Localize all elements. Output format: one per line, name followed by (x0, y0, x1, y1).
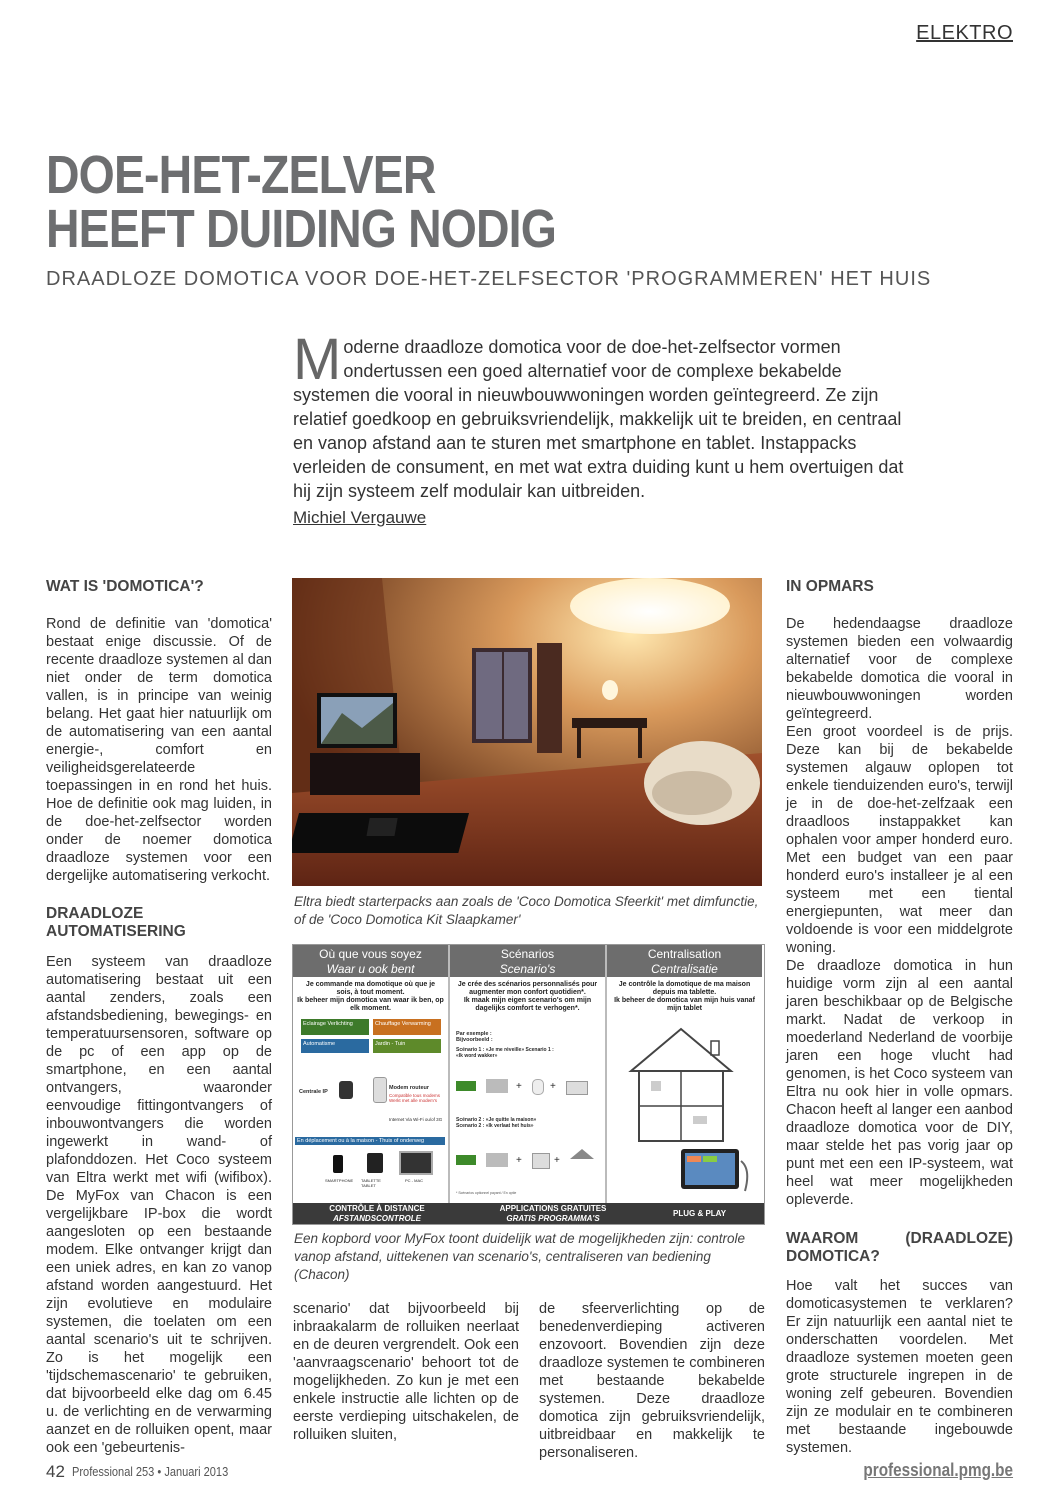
title-line-1: DOE-HET-ZELVER (46, 145, 436, 205)
column-header (293, 945, 448, 977)
magazine-issue: Professional 253 • Januari 2013 (72, 1464, 229, 1479)
scenario-1-label: Scénario 1 : «Je me réveille» Scenario 1 : «Ik word wakker» (456, 1047, 554, 1059)
pc-icon (399, 1151, 433, 1175)
modem-icon (373, 1077, 387, 1103)
heading-wat-is-domotica: WAT IS 'DOMOTICA'? (46, 578, 204, 595)
infographic-footer-bar (293, 1203, 764, 1224)
tile-garden: Jardin - Tuin (373, 1039, 441, 1053)
intro-fr: Je commande ma domotique où que je sois, à tout moment. (305, 981, 436, 996)
heading-in-opmars: IN OPMARS (786, 578, 874, 595)
house-tablet-illustration (621, 1021, 751, 1201)
label-fr: APPLICATIONS GRATUITES (499, 1204, 607, 1213)
label-fr: CONTRÔLE À DISTANCE (329, 1204, 425, 1213)
shutter-icon (486, 1079, 508, 1093)
example-label: Par exemple : Bijvoorbeeld : (456, 1031, 493, 1043)
infographic-column-scenarios (450, 945, 607, 1205)
paragraph: Een groot voordeel is de prijs. Deze kan bij de bekabelde systemen algauw oplopen tot enkele tienduizenden euro's, terwijl je in de doe-het-zelfzaak een draadloos instappakket kan ophalen voor amper honderd euro. Met een budget van een paar honderd euro's installeer je al een systeem met een tiental energiepunten, wat meer dan voldoende is voor een middelgrote woning. (786, 724, 1013, 956)
free-apps-label (483, 1204, 623, 1224)
function-grid (301, 1019, 441, 1053)
paragraph: Een systeem van draadloze automatisering bestaat uit een aantal zenders, zoals een afstandsbediening, bewegings- en temperatuursensoren, software op de pc of een app op de smartphone, en een aantal ontvangers, waaronder eenvoudige fittingontvangers of inbouwontvangers die worden ingewerkt in wand- of plafonddozen. Het Coco systeem van Eltra werkt met wifi (wifibox). De MyFox van Chacon is een vergelijkbare IP-box die wordt aangesloten op een bestaande modem. Elke ontvanger krijgt dan een uniek adres, en kan zo vanop afstand worden aangestuurd. Het zijn evolutieve en modulaire systemen, die toelaten om een aantal scenario's uit te schrijven. Zo is het mogelijk een 'tijdschemascenario' te gebruiken, dat bijvoorbeeld elke dag om 6.45 u. de verlichting en de verwarming aanzet en de rolluiken opent, maar ook een 'gebeurtenis- (46, 954, 272, 1456)
paragraph: scenario' dat bijvoorbeeld bij inbraakalarm de rolluiken neerlaat en de deuren vergrendelt. Ook een 'aanvraagscenario' behoort tot de mogelijkheden. Zo kun je met een enkele instructie alle lichten op de eerste verdieping uitschakelen, de rolluiken sluiten, (293, 1301, 519, 1443)
living-room-photo (292, 578, 762, 886)
heading-draadloze-automatisering: DRAADLOZE AUTOMATISERING (46, 905, 186, 940)
intro-paragraph (293, 327, 905, 503)
intro-nl: Ik beheer de domotica van mijn huis vanaf mijn tablet (614, 997, 755, 1012)
intro-nl: Ik beheer mijn domotica van waar ik ben, op elk moment. (297, 997, 444, 1012)
label-nl: GRATIS PROGRAMMA'S (506, 1214, 600, 1223)
header-fr: Centralisation (647, 947, 722, 961)
devices-row (303, 1151, 438, 1189)
plus-icon: + (550, 1081, 556, 1092)
infographic-caption: Een kopbord voor MyFox toont duidelijk wat de mogelijkheden zijn: controle vanop afstand, uittekenen van scenario's, centraliseren van bediening (Chacon) (294, 1231, 745, 1282)
header-fr: Où que vous soyez (319, 947, 422, 961)
drop-cap: M (293, 327, 342, 392)
title-line-2: HEEFT DUIDING NODIG (46, 199, 556, 259)
paragraph: Hoe valt het succes van domoticasystemen te verklaren? Er zijn natuurlijk een aantal niet te onderschatten voordelen. Met draadloze systemen moeten geen grote structurele ingrepen in de woning zelf gebeuren. Bovendien zijn ze modulair en te combineren met bestaande ingebouwde systemen. (786, 1278, 1013, 1456)
header-fr: Scénarios (500, 947, 555, 961)
plus-icon: + (516, 1081, 522, 1092)
trigger-button (456, 1081, 476, 1091)
header-nl: Scenario's (499, 962, 556, 976)
tile-lighting: Eclairage Verlichting (301, 1019, 369, 1035)
tablet-icon (367, 1153, 383, 1173)
modem-label: Modem routeur (389, 1085, 430, 1091)
shutter-icon (486, 1153, 508, 1167)
heading-waarom-domotica: WAAROM (DRAADLOZE) DOMOTICA? (786, 1230, 1013, 1265)
infographic-column-central (607, 945, 762, 1205)
radiator-icon (566, 1081, 588, 1095)
ip-box-icon (339, 1081, 353, 1099)
trigger-button (456, 1155, 476, 1165)
label-nl: AFSTANDSCONTROLE (333, 1214, 421, 1223)
plus-icon: + (516, 1155, 522, 1166)
radiator-icon (532, 1153, 550, 1169)
column-3-continuation (539, 1300, 765, 1462)
column-4 (786, 578, 1013, 1457)
compat-label: Compatible tous modems Werkt met alle modem's (389, 1093, 441, 1103)
photo-caption: Eltra biedt starterpacks aan zoals de 'Coco Domotica Sfeerkit' met dimfunctie, of de 'Coco Domotica Kit Slaapkamer' (294, 894, 759, 927)
device-label-pc: PC - MAC (405, 1178, 423, 1183)
ip-central-label: Centrale IP (299, 1089, 328, 1095)
on-the-go-banner: En déplacement ou à la maison - Thuis of onderweg (295, 1137, 445, 1145)
remote-control-label (317, 1204, 437, 1224)
paragraph: De draadloze domotica in hun huidige vorm zijn al een aantal jaren beschikbaar op de Belgische markt. Nadat de verkoop in moederland Nederland de voorbije jaren een hoge vlucht had genomen, is het Coco systeem van Eltra nu ook hier in volle opmars. Chacon heeft al langer een aanbod draadloze domotica voor de DIY, maar stelde het pas vorig jaar op punt met een een IP-systeem, wat heel wat meer mogelijkheden opleverde. (786, 958, 1013, 1208)
column-header (607, 945, 762, 977)
paragraph: Rond de definitie van 'domotica' bestaat enige discussie. Of de recente draadloze systemen al dan niet onder de term domotica vallen, is in principe van weinig belang. Het gaat hier natuurlijk om de automatisering van een aantal energie-, comfort en veiligheidsgerelateerde toepassingen in en rond het huis. Hoe de definitie ook mag luiden, in de doe-het-zelfsector worden onder de noemer domotica draadloze systemen voor een dergelijke automatisering verkocht. (46, 616, 272, 884)
intro-text: oderne draadloze domotica voor de doe-het-zelfsector vormen ondertussen een goed alternatief voor de complexe bekabelde systemen die vooral in nieuwbouwwoningen worden geïntegreerd. Ze zijn relatief goedkoop en gebruiksvriendelijk, makkelijk uit te breiden, en centraal en vanop afstand aan te sturen met smartphone en tablet. Instappacks verleiden de consument, en met wat extra duiding kunt u hem overtuigen dat hij zijn systeem zelf modulair kan uitbreiden. (293, 337, 904, 501)
column-2-continuation (293, 1300, 519, 1444)
smartphone-icon (333, 1155, 343, 1173)
internet-label: Internet Via Wi-Fi ou/of 3G (389, 1117, 443, 1122)
paragraph: De hedendaagse draadloze systemen bieden een volwaardig alternatief voor de complexe bekabelde domotica die vooral in nieuwbouwwoningen worden geïntegreerd. (786, 616, 1013, 722)
column-header (450, 945, 605, 977)
author-byline: Michiel Vergauwe (293, 508, 427, 527)
intro-nl: Ik maak mijn eigen scenario's om mijn dagelijks comfort te verhogen*. (463, 997, 592, 1012)
device-label-tablet: TABLETTE TABLET (361, 1178, 381, 1188)
column-intro (450, 977, 605, 1017)
intro-fr: Je crée des scénarios personnalisés pour augmenter mon confort quotidien*. (457, 981, 598, 996)
living-room-illustration (292, 578, 762, 886)
plus-icon: + (554, 1155, 560, 1166)
scenario-2-label: Scénario 2 : «Je quitte la maison» Scenario 2 : «Ik verlaat het huis» (456, 1117, 537, 1129)
scenario-footnote: * Scénarios optionnel payant / En optie (456, 1191, 517, 1195)
section-label: ELEKTRO (916, 22, 1013, 44)
tile-heating: Chauffage Verwarming (373, 1019, 441, 1035)
column-intro (293, 977, 448, 1017)
tile-automation: Automatisme (301, 1039, 369, 1053)
paragraph: de sfeerverlichting op de benedenverdieping activeren enzovoort. Bovendien zijn deze draadloze systemen te combineren met bestaande bekabelde systemen. Deze draadloze domotica zijn gebruiksvriendelijk, uitbreidbaar en makkelijk te personaliseren. (539, 1301, 765, 1461)
scenario-2-row (456, 1149, 596, 1179)
page-number: 42 (46, 1462, 65, 1481)
plug-and-play-label: PLUG & PLAY (673, 1209, 727, 1218)
device-label-smartphone: SMARTPHONE (325, 1178, 354, 1183)
scenario-1-row (456, 1077, 596, 1107)
column-intro (607, 977, 762, 1017)
column-1 (46, 578, 272, 1457)
myfox-infographic (292, 944, 765, 1225)
infographic-column-remote (293, 945, 450, 1205)
header-nl: Waar u ook bent (326, 962, 415, 976)
article-title (46, 145, 648, 259)
lamp-icon (532, 1079, 544, 1095)
house-icon (570, 1149, 594, 1159)
article-subtitle: DRAADLOZE DOMOTICA VOOR DOE-HET-ZELFSECTOR 'PROGRAMMEREN' HET HUIS (46, 268, 932, 290)
header-nl: Centralisatie (651, 962, 718, 976)
intro-fr: Je contrôle la domotique de ma maison depuis ma tablette. (618, 981, 751, 996)
website-link[interactable]: professional.pmg.be (863, 1460, 1013, 1480)
